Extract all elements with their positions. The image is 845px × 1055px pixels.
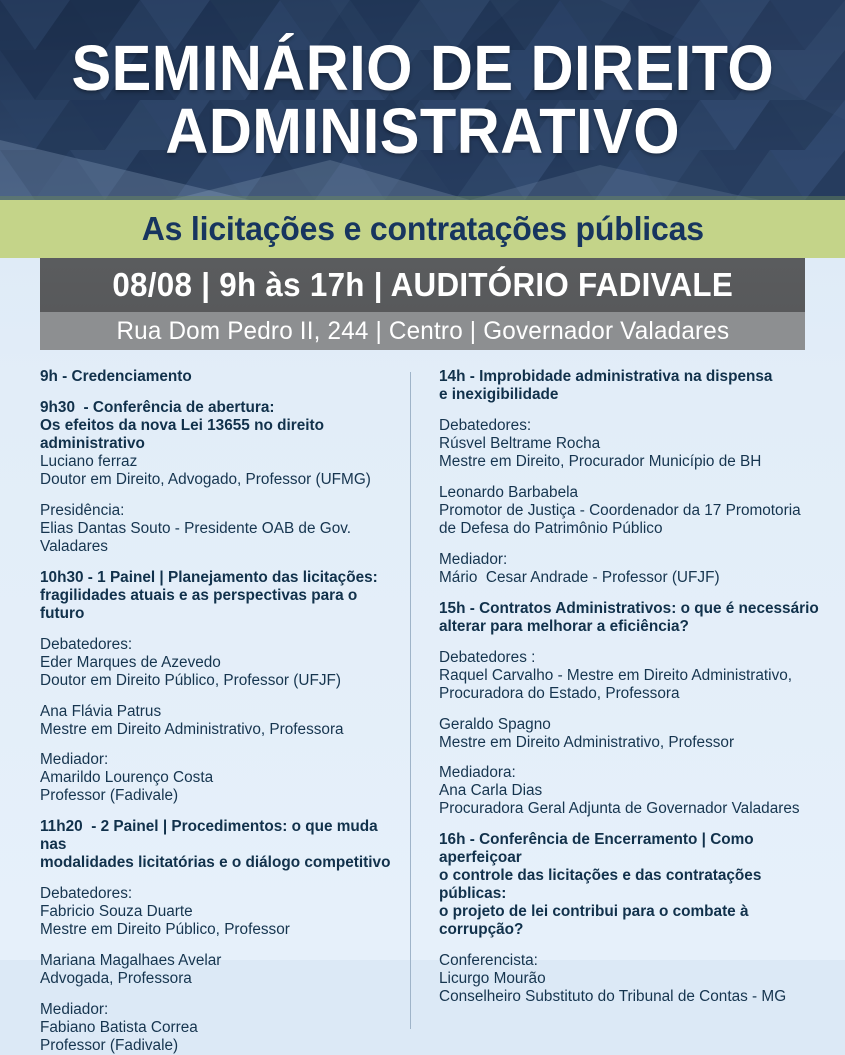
program-detail-line: Doutor em Direito Público, Professor (UFJF) xyxy=(40,671,342,689)
program-block xyxy=(439,368,831,404)
program-detail-line: de Defesa do Patrimônio Público xyxy=(439,519,663,537)
program-column-afternoon xyxy=(411,368,845,1055)
program-block xyxy=(40,502,396,556)
program-detail-line: Debatedores : xyxy=(439,648,536,666)
program-block xyxy=(40,1001,396,1055)
program-block xyxy=(40,368,396,386)
program-detail-line: Mediador: xyxy=(40,751,109,769)
program-detail-line: Procuradora Geral Adjunta de Governador Valadares xyxy=(439,800,800,818)
program-block xyxy=(439,952,831,1006)
datetime-venue-band xyxy=(40,258,805,312)
program-detail-line: Mestre em Direito Administrativo, Professora xyxy=(40,720,344,738)
program-detail-line: Promotor de Justiça - Coordenador da 17 Promotoria xyxy=(439,501,801,519)
program-block xyxy=(439,417,831,471)
address-band xyxy=(40,312,805,350)
program-block xyxy=(439,716,831,752)
info-band-group xyxy=(0,258,845,350)
program-detail-line: Mediador: xyxy=(439,550,508,568)
program-detail-line: Amarildo Lourenço Costa xyxy=(40,769,214,787)
program-heading-line: 11h20 - 2 Painel | Procedimentos: o que muda nas xyxy=(40,818,382,854)
program-heading-line: 10h30 - 1 Painel | Planejamento das licitações: xyxy=(40,568,378,586)
program-heading-line: 9h - Credenciamento xyxy=(40,368,192,385)
program-block xyxy=(439,831,831,939)
program-block xyxy=(439,649,831,703)
program-block xyxy=(439,551,831,587)
program-heading-line: alterar para melhorar a eficiência? xyxy=(439,617,689,635)
program-block xyxy=(40,751,396,805)
program-column-morning xyxy=(0,368,410,1055)
program-detail-line: Raquel Carvalho - Mestre em Direito Administrativo, xyxy=(439,666,793,684)
program-detail-line: Luciano ferraz xyxy=(40,452,138,470)
poster-header xyxy=(0,0,845,200)
datetime-venue-text: 08/08 | 9h às 17h | AUDITÓRIO FADIVALE xyxy=(112,266,733,303)
program-detail-line: Debatedores: xyxy=(40,885,133,903)
program-block xyxy=(40,399,396,489)
program-detail-line: Mário Cesar Andrade - Professor (UFJF) xyxy=(439,568,720,586)
program-detail-line: Debatedores: xyxy=(439,416,532,434)
program-block xyxy=(40,636,396,690)
program-detail-line: Conferencista: xyxy=(439,952,538,970)
program-detail-line: Geraldo Spagno xyxy=(439,715,551,733)
program-heading-line: fragilidades atuais e as perspectivas para o futuro xyxy=(40,586,362,622)
program-heading-line: Os efeitos da nova Lei 13655 no direito administrativo xyxy=(40,416,329,452)
program-detail-line: Mariana Magalhaes Avelar xyxy=(40,952,222,970)
program-block xyxy=(40,818,396,872)
program-detail-line: Ana Carla Dias xyxy=(439,782,543,800)
subtitle-band xyxy=(0,200,845,258)
poster-title-group xyxy=(0,0,845,200)
poster-title-line-2: ADMINISTRATIVO xyxy=(165,95,680,167)
program-detail-line: Debatedores: xyxy=(40,635,133,653)
poster-title-line-1: SEMINÁRIO DE DIREITO xyxy=(71,31,774,104)
program-heading-line: 9h30 - Conferência de abertura: xyxy=(40,398,275,416)
program-block xyxy=(40,703,396,739)
program-detail-line: Mediador: xyxy=(40,1001,109,1019)
program-detail-line: Fabricio Souza Duarte xyxy=(40,903,193,921)
program-block xyxy=(40,952,396,988)
program-detail-line: Licurgo Mourão xyxy=(439,970,546,988)
program-detail-line: Mestre em Direito Público, Professor xyxy=(40,921,290,939)
program-detail-line: Presidência: xyxy=(40,501,125,519)
program-heading-line: o projeto de lei contribui para o combate à corrupção? xyxy=(439,903,753,939)
program-block xyxy=(40,885,396,939)
program-schedule xyxy=(0,350,845,1055)
program-heading-line: o controle das licitações e das contratações públicas: xyxy=(439,867,766,903)
address-text: Rua Dom Pedro II, 244 | Centro | Governador Valadares xyxy=(116,316,729,345)
program-detail-line: Elias Dantas Souto - Presidente OAB de Gov. Valadares xyxy=(40,519,356,555)
program-block xyxy=(439,600,831,636)
program-detail-line: Professor (Fadivale) xyxy=(40,1037,179,1055)
program-detail-line: Conselheiro Substituto do Tribunal de Contas - MG xyxy=(439,988,787,1006)
program-detail-line: Advogada, Professora xyxy=(40,970,192,988)
program-detail-line: Eder Marques de Azevedo xyxy=(40,653,221,671)
program-block xyxy=(439,764,831,818)
program-heading-line: e inexigibilidade xyxy=(439,385,559,403)
program-heading-line: 16h - Conferência de Encerramento | Como aperfeiçoar xyxy=(439,831,758,867)
program-detail-line: Fabiano Batista Correa xyxy=(40,1019,198,1037)
program-detail-line: Doutor em Direito, Advogado, Professor (UFMG) xyxy=(40,470,371,488)
program-block xyxy=(40,569,396,623)
program-detail-line: Professor (Fadivale) xyxy=(40,787,179,805)
program-detail-line: Ana Flávia Patrus xyxy=(40,702,162,720)
program-block xyxy=(439,484,831,538)
program-detail-line: Mestre em Direito Administrativo, Professor xyxy=(439,733,735,751)
program-heading-line: modalidades licitatórias e o diálogo competitivo xyxy=(40,854,391,872)
program-detail-line: Leonardo Barbabela xyxy=(439,483,579,501)
program-heading-line: 15h - Contratos Administrativos: o que é necessário xyxy=(439,599,819,617)
program-detail-line: Procuradora do Estado, Professora xyxy=(439,684,680,702)
program-detail-line: Rúsvel Beltrame Rocha xyxy=(439,434,601,452)
program-detail-line: Mestre em Direito, Procurador Município de BH xyxy=(439,452,762,470)
program-detail-line: Mediadora: xyxy=(439,764,516,782)
program-heading-line: 14h - Improbidade administrativa na dispensa xyxy=(439,368,773,385)
subtitle-text: As licitações e contratações públicas xyxy=(141,210,704,247)
